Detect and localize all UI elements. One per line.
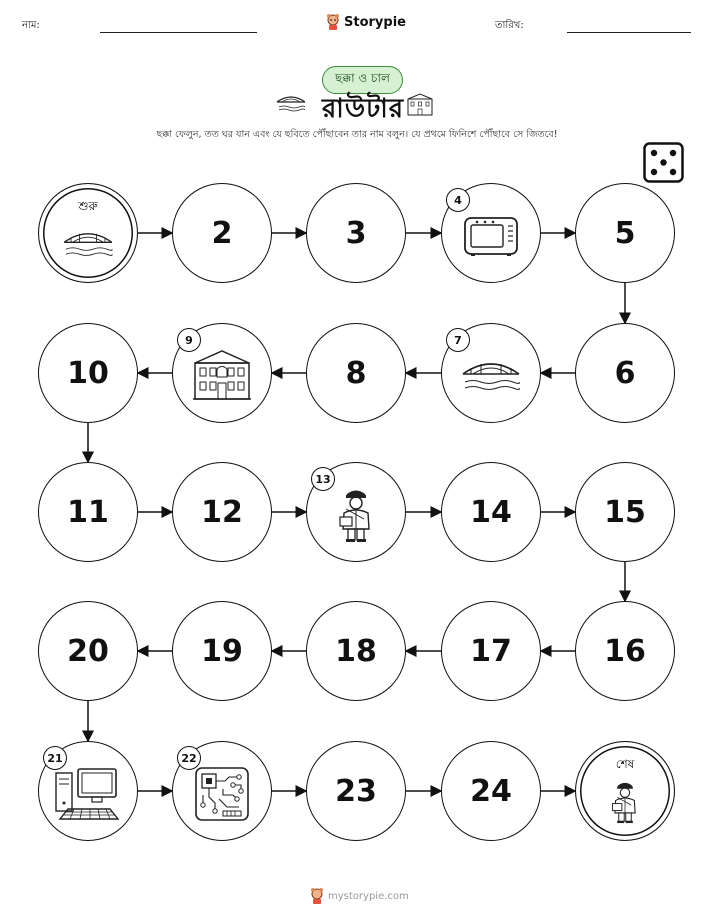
board-cell-9 [172,323,272,423]
end-label: শেষ [615,757,635,771]
bridge-icon [63,229,114,260]
cell-number: 11 [67,494,109,530]
name-label: নাম: [22,20,40,31]
brand-name: Storypie [344,14,406,30]
board-cell-6 [575,323,675,423]
board-cell-23 [306,741,406,841]
cell-number: 6 [614,355,636,391]
board-cell-17 [441,601,541,701]
board-cell-21 [38,741,138,841]
cell-number: 2 [211,215,233,251]
cell-number: 5 [614,215,636,251]
board-cell-19 [172,601,272,701]
board-cell-8 [306,323,406,423]
start-label: শুরু [78,199,98,213]
footer [310,888,409,904]
cell-number-badge: 7 [446,328,470,352]
board-cell-14 [441,462,541,562]
board-cell-22 [172,741,272,841]
board-cell-15 [575,462,675,562]
game-tag: ছক্কা ও চাল [322,66,403,94]
cell-number-badge: 4 [446,188,470,212]
circuit-board-icon [193,765,251,823]
board-cell-18 [306,601,406,701]
cell-number: 24 [470,773,512,809]
mail-carrier-icon [609,779,640,826]
cell-number-badge: 9 [177,328,201,352]
cell-number: 19 [201,633,243,669]
date-label: তারিখ: [495,20,524,31]
microwave-icon [463,214,519,258]
storypie-mascot-icon [310,888,324,904]
mail-carrier-icon [336,485,376,545]
cell-number-badge: 13 [311,467,335,491]
cell-number: 23 [335,773,377,809]
board-cell-11 [38,462,138,562]
board-cell-13 [306,462,406,562]
instructions: ছক্কা ফেলুন, তত ঘর যান এবং যে ছবিতে পৌঁছাবেন তার নাম বলুন। যে প্রথমে ফিনিশে পৌঁছাবে সে জিতবে! [156,129,558,140]
cell-number: 10 [67,355,109,391]
board-cell-20 [38,601,138,701]
board-cell-1 [38,183,138,283]
board-cell-24 [441,741,541,841]
cell-number: 20 [67,633,109,669]
board-cell-25 [575,741,675,841]
cell-number: 16 [604,633,646,669]
cell-number: 17 [470,633,512,669]
board-cell-12 [172,462,272,562]
board-cell-16 [575,601,675,701]
page-title: রাউটার [322,94,405,124]
board-cell-4 [441,183,541,283]
board-cell-3 [306,183,406,283]
cell-number: 15 [604,494,646,530]
cell-number: 3 [345,215,367,251]
cell-number-badge: 22 [177,746,201,770]
board-cell-5 [575,183,675,283]
cell-number-badge: 21 [43,746,67,770]
bridge-icon [461,358,521,394]
board-cell-10 [38,323,138,423]
cell-number: 14 [470,494,512,530]
board-cell-2 [172,183,272,283]
cell-number: 12 [201,494,243,530]
board-cell-7 [441,323,541,423]
footer-url: mystorypie.com [328,890,409,902]
computer-icon [52,765,124,823]
cell-number: 8 [345,355,367,391]
cell-number: 18 [335,633,377,669]
building-icon [191,349,253,403]
